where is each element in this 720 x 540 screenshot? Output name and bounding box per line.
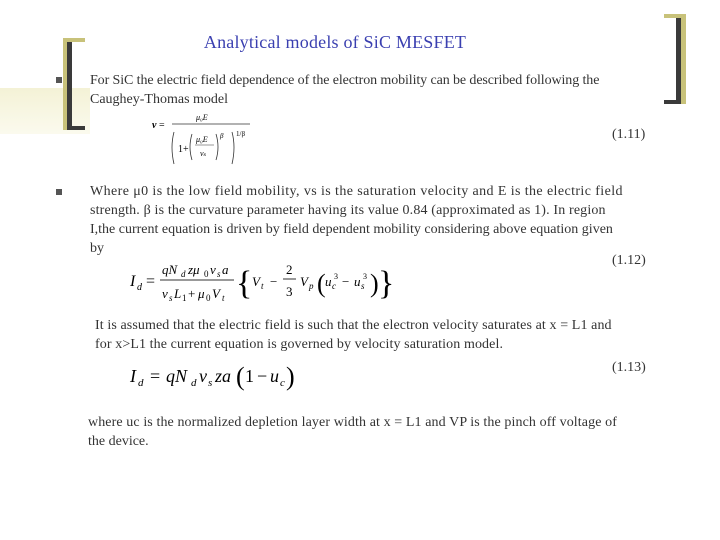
svg-text:c: c bbox=[280, 377, 285, 389]
svg-text:t: t bbox=[222, 293, 225, 303]
svg-text:−: − bbox=[257, 366, 268, 386]
svg-text:V: V bbox=[212, 286, 220, 301]
bullet-2-text bbox=[90, 182, 686, 258]
svg-text:zμ: zμ bbox=[188, 262, 200, 277]
svg-text:3: 3 bbox=[286, 284, 293, 299]
svg-text:vₛ: vₛ bbox=[200, 149, 207, 158]
paragraph-3-line-1: It is assumed that the electric field is such that the electron velocity saturates at x = L1 and bbox=[95, 318, 612, 333]
svg-text:μ₀E: μ₀E bbox=[196, 113, 208, 122]
svg-text:0: 0 bbox=[206, 293, 211, 303]
equation-number-1-11: (1.11) bbox=[612, 127, 646, 142]
bullet-2-line-3: I,the current equation is driven by field dependent mobility considering above equation given bbox=[90, 222, 613, 237]
equation-current-region-1 bbox=[128, 256, 398, 306]
svg-text:+: + bbox=[188, 286, 196, 301]
svg-text:−: − bbox=[270, 274, 278, 289]
svg-text:β: β bbox=[220, 132, 224, 140]
svg-text:2: 2 bbox=[286, 262, 293, 277]
svg-text:μ₀E: μ₀E bbox=[196, 135, 208, 144]
paragraph-definitions bbox=[88, 413, 688, 451]
svg-text:=: = bbox=[159, 120, 165, 131]
bullet-1-line-2: Caughey-Thomas model bbox=[90, 92, 229, 107]
svg-text:(: ( bbox=[317, 269, 326, 298]
square-bullet-icon bbox=[56, 77, 62, 83]
svg-text:d: d bbox=[137, 282, 142, 293]
svg-text:u: u bbox=[354, 274, 361, 289]
svg-text:a: a bbox=[222, 262, 229, 277]
svg-text:V: V bbox=[252, 274, 260, 289]
paragraph-3-line-2: for x>L1 the current equation is governed by velocity saturation model. bbox=[95, 337, 504, 352]
svg-text:d: d bbox=[181, 269, 186, 279]
equation-number-1-12: (1.12) bbox=[612, 253, 646, 268]
equation-caughey-thomas bbox=[150, 112, 270, 172]
paragraph-4-line-1: where uc is the normalized depletion layer width at x = L1 and VP is the pinch off voltage of bbox=[88, 415, 617, 430]
svg-text:1: 1 bbox=[245, 366, 254, 386]
bullet-2-line-2: strength. β is the curvature parameter having its value 0.84 (approximated as 1). In region bbox=[90, 203, 606, 218]
svg-text:1+: 1+ bbox=[178, 144, 189, 155]
svg-text:0: 0 bbox=[204, 269, 209, 279]
svg-text:(: ( bbox=[236, 362, 245, 391]
svg-text:I: I bbox=[130, 366, 136, 386]
svg-text:s: s bbox=[361, 281, 365, 291]
svg-text:μ: μ bbox=[198, 286, 205, 301]
svg-text:{: { bbox=[236, 265, 253, 302]
equation-current-saturation bbox=[128, 358, 328, 392]
svg-text:qN: qN bbox=[162, 262, 178, 277]
svg-text:d: d bbox=[138, 377, 144, 389]
svg-text:v: v bbox=[199, 366, 207, 386]
bullet-2-line-1: Where μ0 is the low field mobility, vs is the saturation velocity and E is the electric field bbox=[90, 184, 623, 199]
page-title: Analytical models of SiC MESFET bbox=[203, 32, 467, 52]
svg-text:c: c bbox=[332, 281, 336, 291]
svg-text:): ) bbox=[286, 362, 295, 391]
svg-text:3: 3 bbox=[334, 272, 338, 281]
svg-text:u: u bbox=[270, 366, 279, 386]
svg-text:d: d bbox=[191, 377, 197, 389]
paragraph-velocity-saturation bbox=[95, 316, 685, 354]
svg-text:): ) bbox=[370, 269, 379, 298]
bullet-1-text bbox=[90, 71, 690, 109]
svg-text:1: 1 bbox=[182, 293, 187, 303]
bullet-1-line-1: For SiC the electric field dependence of the electron mobility can be described following the bbox=[90, 73, 600, 88]
svg-text:}: } bbox=[378, 265, 395, 302]
svg-text:za: za bbox=[215, 366, 232, 386]
svg-text:I: I bbox=[130, 273, 136, 290]
svg-text:=: = bbox=[150, 366, 161, 386]
svg-text:s: s bbox=[217, 269, 221, 279]
svg-text:p: p bbox=[309, 281, 314, 291]
svg-text:v: v bbox=[210, 262, 216, 277]
paragraph-4-line-2: the device. bbox=[88, 434, 149, 449]
bullet-2-line-4: by bbox=[90, 241, 104, 256]
svg-text:v: v bbox=[152, 120, 157, 131]
svg-text:−: − bbox=[342, 274, 350, 289]
svg-text:u: u bbox=[325, 274, 332, 289]
svg-text:s: s bbox=[169, 293, 173, 303]
svg-text:1/β: 1/β bbox=[236, 130, 246, 138]
svg-text:qN: qN bbox=[166, 366, 188, 386]
equation-number-1-13: (1.13) bbox=[612, 360, 646, 375]
square-bullet-icon bbox=[56, 189, 62, 195]
svg-text:3: 3 bbox=[363, 272, 367, 281]
svg-text:s: s bbox=[208, 377, 213, 389]
svg-text:=: = bbox=[146, 273, 156, 290]
svg-text:V: V bbox=[300, 274, 308, 289]
svg-text:L: L bbox=[174, 286, 182, 301]
svg-text:v: v bbox=[162, 286, 168, 301]
svg-text:t: t bbox=[261, 281, 264, 291]
